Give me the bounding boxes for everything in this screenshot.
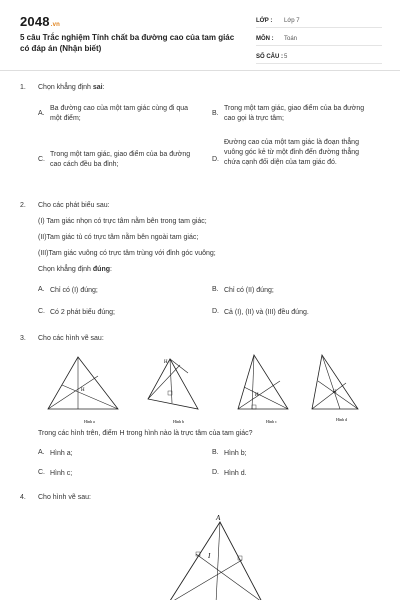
meta-row-grade [256, 14, 382, 28]
option-text: Chỉ có (I) đúng; [50, 287, 98, 294]
question-text-suffix: : [102, 84, 105, 91]
answer-option-b[interactable] [212, 449, 247, 459]
meta-row-subject [256, 32, 382, 46]
option-text: Chỉ có (II) đúng; [224, 287, 274, 294]
meta-value: Lớp 7 [284, 17, 300, 24]
option-text: Có 2 phát biểu đúng; [50, 309, 115, 316]
question-number: 3. [20, 335, 26, 342]
option-text: Hình d. [224, 470, 247, 477]
question-1 [20, 84, 382, 194]
answer-option-a[interactable] [38, 286, 98, 296]
meta-key: MÔN : [256, 35, 274, 42]
option-label: B. [212, 110, 219, 117]
figure-caption: Hình b [173, 419, 184, 424]
question-4 [20, 494, 382, 600]
question-number: 2. [20, 202, 26, 209]
instruction-suffix: : [110, 266, 112, 273]
figure-d [312, 355, 358, 422]
question-2 [20, 202, 382, 322]
svg-text:H: H [164, 360, 168, 365]
meta-value: Toán [284, 35, 298, 42]
figure-c [238, 355, 288, 424]
choose-instruction [38, 266, 112, 273]
document-meta [256, 14, 382, 68]
option-label: A. [38, 286, 45, 293]
option-label: C. [38, 308, 45, 315]
instruction-emphasis: đúng [92, 266, 110, 273]
figure-caption: Hình c [266, 419, 277, 424]
answer-option-c[interactable] [38, 469, 72, 479]
question-text: Cho hình vẽ sau: [38, 494, 91, 501]
answer-option-d[interactable] [212, 138, 382, 168]
option-text: Ba đường cao của một tam giác cùng đi qua một điểm; [50, 105, 189, 122]
site-logo[interactable] [20, 14, 60, 29]
option-label: B. [212, 286, 219, 293]
option-label: C. [38, 469, 45, 476]
answer-option-a[interactable] [38, 449, 73, 459]
answer-option-b[interactable] [212, 286, 274, 296]
figure-triangle [150, 510, 300, 600]
answer-option-a[interactable] [38, 104, 203, 124]
question-text [38, 84, 105, 91]
question-text-prefix: Chọn khẳng định [38, 84, 93, 91]
figures-row [40, 351, 360, 427]
figure-a [48, 357, 118, 424]
logo-suffix: .vn [50, 22, 61, 28]
answer-option-c[interactable] [38, 150, 203, 170]
statement-3: (III)Tam giác vuông có trực tâm trùng với đỉnh góc vuông; [38, 250, 216, 257]
answer-option-b[interactable] [212, 104, 377, 124]
option-label: D. [212, 308, 219, 315]
option-text: Trong một tam giác, giao điểm của ba đường cao gọi là trực tâm; [224, 105, 365, 122]
document-header [0, 0, 400, 66]
option-label: D. [212, 156, 219, 163]
question-prompt: Trong các hình trên, điểm H trong hình nào là trực tâm của tam giác? [38, 430, 253, 437]
logo-main: 2048 [20, 14, 50, 29]
option-text: Cả (I), (II) và (III) đều đúng. [224, 309, 309, 316]
meta-key: SỐ CÂU : [256, 53, 283, 60]
option-label: B. [212, 449, 219, 456]
instruction-prefix: Chọn khẳng định [38, 266, 93, 273]
question-3 [20, 335, 382, 485]
option-text: Hình b; [224, 450, 247, 457]
document-title: 5 câu Trắc nghiệm Tính chất ba đường cao của tam giác có đáp án (Nhận biết) [20, 33, 235, 53]
option-label: A. [38, 449, 45, 456]
figure-b [148, 359, 198, 424]
meta-value: 5 [284, 53, 288, 60]
question-text: Cho các phát biểu sau: [38, 202, 110, 209]
option-text: Trong một tam giác, giao điểm của ba đường cao cách đều ba đỉnh; [50, 151, 191, 168]
figure-caption: Hình d [336, 417, 347, 422]
question-text-emphasis: sai [92, 84, 103, 91]
option-text: Đường cao của một tam giác là đoạn thẳng vuông góc kẻ từ một đỉnh đến đường thẳng chứa cạnh đối diện của tam giác đó. [224, 139, 359, 166]
meta-row-count [256, 50, 382, 64]
question-number: 4. [20, 494, 26, 501]
question-text: Cho các hình vẽ sau: [38, 335, 104, 342]
answer-option-c[interactable] [38, 308, 115, 318]
svg-text:H: H [255, 393, 259, 398]
answer-option-d[interactable] [212, 469, 247, 479]
option-label: D. [212, 469, 219, 476]
meta-key: LỚP : [256, 17, 273, 24]
statement-1: (I) Tam giác nhọn có trực tâm nằm bên trong tam giác; [38, 218, 207, 225]
header-divider [0, 70, 400, 71]
label-point-i: I [208, 552, 211, 560]
svg-text:H: H [81, 388, 85, 393]
option-text: Hình c; [50, 470, 73, 477]
question-number: 1. [20, 84, 26, 91]
option-label: C. [38, 156, 45, 163]
figure-caption: Hình a [84, 419, 95, 424]
answer-option-d[interactable] [212, 308, 309, 318]
statement-2: (II)Tam giác tù có trực tâm nằm bên ngoài tam giác; [38, 234, 199, 241]
label-vertex-a: A [216, 514, 221, 522]
option-text: Hình a; [50, 450, 73, 457]
svg-text:H: H [333, 390, 337, 395]
option-label: A. [38, 110, 45, 117]
